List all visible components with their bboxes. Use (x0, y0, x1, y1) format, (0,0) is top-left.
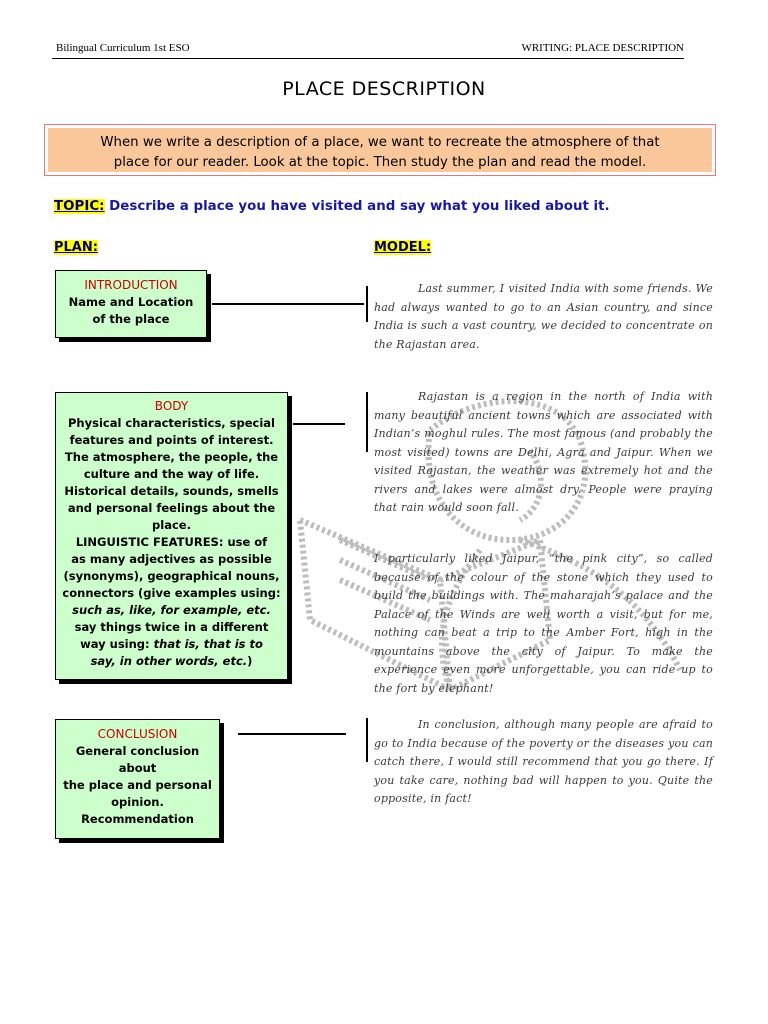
body-line: place. (152, 518, 191, 532)
body-line (60, 653, 283, 670)
model-paragraph-4-text: In conclusion, although many people are afraid to go to India because of the poverty or the diseases you can catch there, I would still recommend that you go there. If you take care, nothing bad will happen to you. Quite the opposite, in fact! (374, 718, 713, 805)
plan-box-conclusion (55, 719, 220, 839)
body-line: culture and the way of life. (83, 467, 260, 481)
conclusion-line: opinion. (111, 795, 164, 809)
introduction-line-1: Name and Location (68, 295, 194, 309)
body-line: features and points of interest. (69, 433, 274, 447)
conclusion-heading: CONCLUSION (97, 727, 178, 741)
body-line: and personal feelings about the (67, 501, 276, 515)
introduction-heading: INTRODUCTION (84, 278, 178, 292)
page-title: PLACE DESCRIPTION (282, 78, 486, 100)
topic-row (54, 199, 610, 214)
body-text: way using: (80, 637, 154, 651)
body-line: Historical details, sounds, smells (64, 484, 279, 498)
plan-box-body (55, 392, 288, 680)
header-course: Bilingual Curriculum 1st ESO (56, 42, 190, 54)
intro-box (44, 124, 716, 176)
model-paragraph-1 (374, 280, 713, 354)
body-line: such as, like, for example, etc. (72, 603, 271, 617)
model-paragraph-1-text: Last summer, I visited India with some friends. We had always wanted to go to an Asian country, and since India is such a vast country, we decided to concentrate on the Rajastan area. (374, 282, 713, 351)
body-text-italic: that is, that is to (153, 637, 263, 651)
body-line: as many adjectives as possible (71, 552, 272, 566)
topic-label: TOPIC: (54, 199, 105, 214)
page-header (52, 40, 684, 59)
plan-label-text: PLAN: (54, 240, 98, 255)
header-section: WRITING: PLACE DESCRIPTION (521, 42, 684, 54)
conclusion-line: the place and personal (63, 778, 212, 792)
body-line: say things twice in a different (74, 620, 269, 634)
connector-body (293, 423, 345, 425)
body-line (60, 636, 283, 653)
bracket-introduction (366, 286, 368, 322)
body-line: Physical characteristics, special (68, 416, 275, 430)
conclusion-line: General conclusion about (75, 744, 200, 775)
body-line: LINGUISTIC FEATURES: use of (75, 535, 268, 549)
body-heading: BODY (154, 399, 189, 413)
model-label (374, 240, 431, 255)
conclusion-line: Recommendation (81, 812, 194, 826)
model-paragraph-2-text: Rajastan is a region in the north of India with many beautiful ancient towns which are associated with Indian’s moghul rules. The most famous (and probably the most visited) towns are Delhi, Agra and Jaipur. When we visited Rajastan, the weather was extremely hot and the rivers and lakes were almost dry. People were praying that rain would soon fall. (374, 390, 713, 514)
body-text-italic: say, in other words, etc. (90, 654, 248, 668)
intro-text (48, 128, 712, 172)
topic-text: Describe a place you have visited and say what you liked about it. (109, 199, 610, 214)
model-label-text: MODEL: (374, 240, 432, 255)
intro-line-1: When we write a description of a place, we want to recreate the atmosphere of that (100, 135, 660, 150)
connector-introduction (212, 303, 364, 305)
bracket-body (366, 392, 368, 452)
introduction-line-2: of the place (92, 312, 170, 326)
bracket-conclusion (366, 718, 368, 762)
body-text: ) (247, 654, 253, 668)
intro-line-2: place for our reader. Look at the topic. Then study the plan and read the model. (113, 155, 647, 170)
model-paragraph-3 (374, 550, 713, 698)
plan-label (54, 240, 98, 255)
body-line: connectors (give examples using: (62, 586, 281, 600)
body-line: (synonyms), geographical nouns, (63, 569, 280, 583)
model-paragraph-2 (374, 388, 713, 518)
model-paragraph-3-text: I particularly liked Jaipur, “the pink city”, so called because of the colour of the stone which they used to build the buildings with. The maharajah’s palace and the Palace of the Winds are well worth a visit, but for me, nothing can beat a trip to the Amber Fort, high in the mountains above the city of Jaipur. To make the experience even more unforgettable, you can ride up to the fort by elephant! (374, 552, 713, 695)
plan-box-introduction (55, 270, 207, 338)
body-line: The atmosphere, the people, the (64, 450, 279, 464)
connector-conclusion (238, 733, 346, 735)
model-paragraph-4 (374, 716, 713, 809)
